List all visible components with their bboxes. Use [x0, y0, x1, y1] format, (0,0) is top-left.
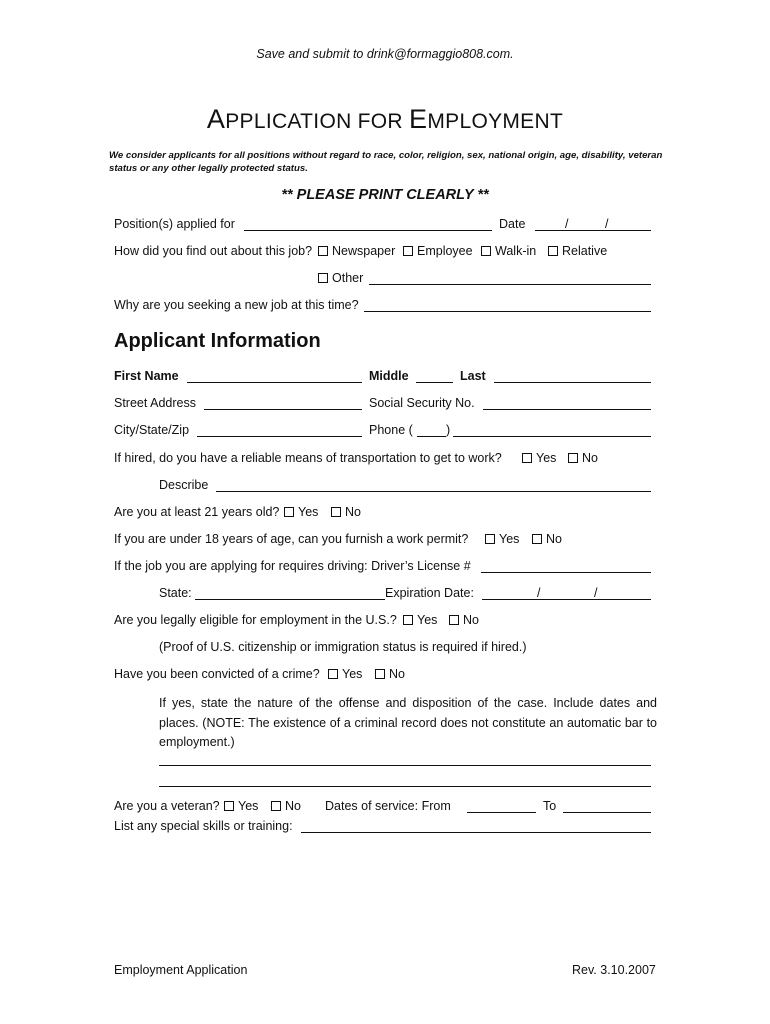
date-field[interactable] — [535, 230, 651, 231]
option-employee[interactable]: Employee — [403, 244, 473, 258]
phone-field[interactable] — [453, 436, 651, 437]
checkbox-icon[interactable] — [548, 246, 558, 256]
transport-yes[interactable]: Yes — [522, 451, 556, 465]
city-label: City/State/Zip — [114, 423, 190, 437]
under18-yes[interactable]: Yes — [485, 532, 519, 546]
footer-revision: Rev. 3.10.2007 — [572, 963, 656, 977]
crime-yes[interactable]: Yes — [328, 667, 362, 681]
section-title-applicant-info: Applicant Information — [114, 330, 321, 352]
crime-question: Have you been convicted of a crime? — [114, 667, 320, 681]
exp-slash-2: / — [594, 586, 598, 600]
print-clearly-note: ** PLEASE PRINT CLEARLY ** — [281, 187, 489, 203]
transport-no[interactable]: No — [568, 451, 598, 465]
middle-field[interactable] — [416, 382, 453, 383]
ssn-label: Social Security No. — [369, 396, 475, 410]
option-walkin[interactable]: Walk-in — [481, 244, 536, 258]
dates-service-label: Dates of service: From — [325, 799, 451, 813]
crime-detail-line-1[interactable] — [159, 765, 651, 766]
position-field[interactable] — [244, 230, 492, 231]
age21-yes[interactable]: Yes — [284, 505, 318, 519]
ssn-field[interactable] — [483, 409, 651, 410]
checkbox-icon[interactable] — [481, 246, 491, 256]
drivers-license-field[interactable] — [481, 572, 651, 573]
checkbox-icon[interactable] — [485, 534, 495, 544]
why-new-job-label: Why are you seeking a new job at this time? — [114, 298, 359, 312]
street-label: Street Address — [114, 396, 196, 410]
crime-no[interactable]: No — [375, 667, 405, 681]
eeo-notice: We consider applicants for all positions without regard to race, color, religion, sex, national origin, age, disability, veteran status or any other legally protected status. — [109, 150, 663, 174]
age21-question: Are you at least 21 years old? — [114, 505, 280, 519]
form-title: APPLICATION FOR EMPLOYMENT — [206, 104, 564, 134]
crime-detail-line-2[interactable] — [159, 786, 651, 787]
street-field[interactable] — [204, 409, 362, 410]
veteran-no[interactable]: No — [271, 799, 301, 813]
under18-no[interactable]: No — [532, 532, 562, 546]
checkbox-icon[interactable] — [375, 669, 385, 679]
why-new-job-field[interactable] — [364, 311, 651, 312]
last-label: Last — [460, 369, 486, 383]
eligible-no[interactable]: No — [449, 613, 479, 627]
phone-label: Phone ( — [369, 423, 413, 437]
proof-note: (Proof of U.S. citizenship or immigration status is required if hired.) — [159, 640, 527, 654]
checkbox-icon[interactable] — [284, 507, 294, 517]
age21-no[interactable]: No — [331, 505, 361, 519]
option-newspaper[interactable]: Newspaper — [318, 244, 395, 258]
drivers-license-label: If the job you are applying for requires driving: Driver’s License # — [114, 559, 471, 573]
transport-question: If hired, do you have a reliable means of transportation to get to work? — [114, 451, 502, 465]
first-name-label: First Name — [114, 369, 179, 383]
submit-instruction: Save and submit to drink@formaggio808.com. — [256, 47, 514, 61]
checkbox-icon[interactable] — [271, 801, 281, 811]
veteran-yes[interactable]: Yes — [224, 799, 258, 813]
under18-question: If you are under 18 years of age, can you furnish a work permit? — [114, 532, 469, 546]
describe-label: Describe — [159, 478, 209, 492]
service-from-field[interactable] — [467, 812, 536, 813]
service-to-field[interactable] — [563, 812, 651, 813]
checkbox-icon[interactable] — [331, 507, 341, 517]
option-other[interactable]: Other — [318, 271, 363, 285]
checkbox-icon[interactable] — [224, 801, 234, 811]
checkbox-icon[interactable] — [403, 246, 413, 256]
skills-label: List any special skills or training: — [114, 819, 293, 833]
first-name-field[interactable] — [187, 382, 362, 383]
phone-area-field[interactable] — [417, 436, 446, 437]
expiration-field[interactable] — [482, 599, 651, 600]
to-label: To — [543, 799, 557, 813]
phone-paren: ) — [446, 423, 451, 437]
checkbox-icon[interactable] — [318, 273, 328, 283]
middle-label: Middle — [369, 369, 409, 383]
checkbox-icon[interactable] — [532, 534, 542, 544]
eligible-yes[interactable]: Yes — [403, 613, 437, 627]
date-label: Date — [499, 217, 526, 231]
checkbox-icon[interactable] — [568, 453, 578, 463]
checkbox-icon[interactable] — [318, 246, 328, 256]
describe-field[interactable] — [216, 491, 651, 492]
veteran-question: Are you a veteran? — [114, 799, 220, 813]
date-slash-1: / — [565, 217, 569, 231]
checkbox-icon[interactable] — [449, 615, 459, 625]
state-field[interactable] — [195, 599, 385, 600]
checkbox-icon[interactable] — [403, 615, 413, 625]
footer-document-name: Employment Application — [114, 963, 248, 977]
skills-field[interactable] — [301, 832, 651, 833]
state-label: State: — [159, 586, 192, 600]
checkbox-icon[interactable] — [522, 453, 532, 463]
eligible-question: Are you legally eligible for employment in the U.S.? — [114, 613, 397, 627]
exp-slash-1: / — [537, 586, 541, 600]
last-field[interactable] — [494, 382, 651, 383]
position-label: Position(s) applied for — [114, 217, 235, 231]
crime-detail-instruction: If yes, state the nature of the offense and disposition of the case. Include dates and places. (NOTE: The existence of a criminal record does not constitute an automatic bar to employment.) — [159, 696, 657, 749]
date-slash-2: / — [605, 217, 609, 231]
checkbox-icon[interactable] — [328, 669, 338, 679]
other-field[interactable] — [369, 284, 651, 285]
option-relative[interactable]: Relative — [548, 244, 607, 258]
city-field[interactable] — [197, 436, 362, 437]
expiration-label: Expiration Date: — [385, 586, 474, 600]
find-job-label: How did you find out about this job? — [114, 244, 313, 258]
